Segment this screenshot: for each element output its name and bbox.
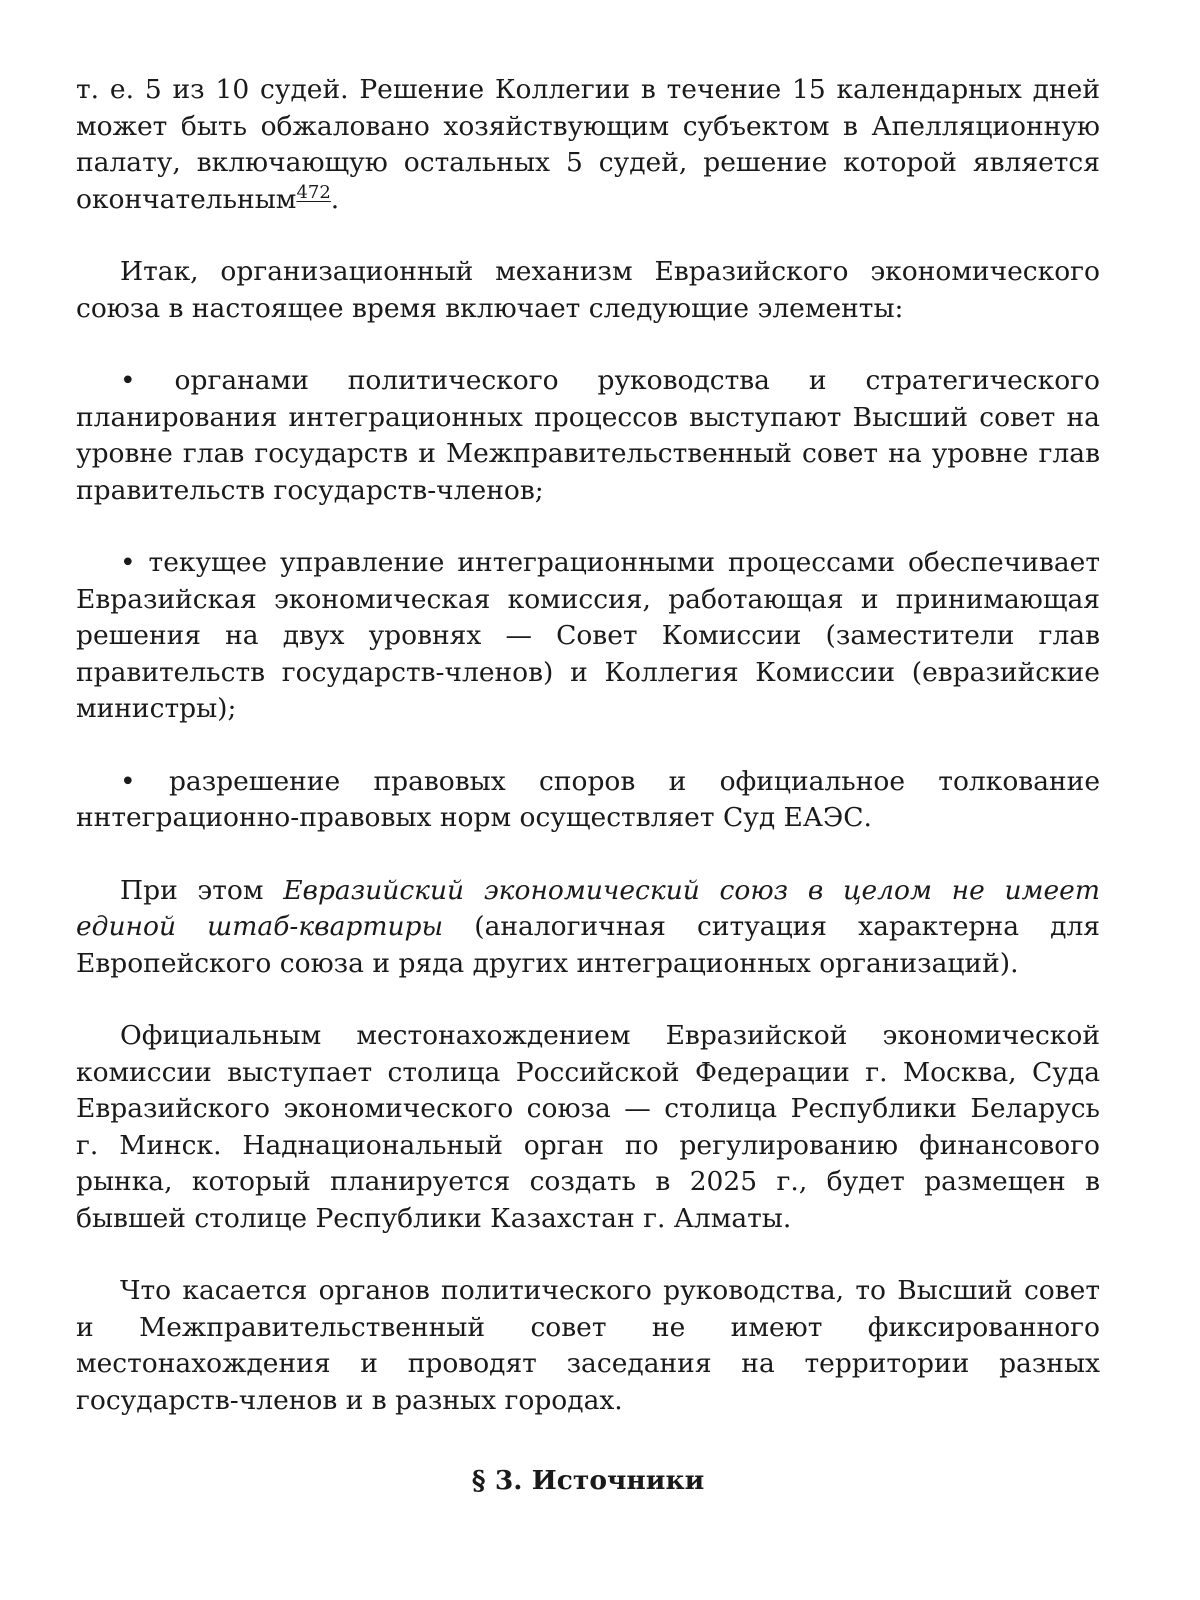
- document-page: [76, 72, 1100, 1536]
- bullet-item: • разрешение правовых споров и официальное толкование ннтеграционно-правовых норм осуществляет Суд ЕАЭС.: [76, 765, 1100, 833]
- bullet-item: • текущее управление интеграционными процессами обеспечивает Евразийская экономическая комиссия, работающая и принимающая решения на двух уровнях — Совет Комиссии (заместители глав правительств государств-членов) и Коллегия Комиссии (евразийские министры);: [76, 547, 1100, 724]
- paragraph-political-bodies: Что касается органов политического руководства, то Высший совет и Межправительственный совет не имеют фиксированного местонахождения и проводят заседания на территории разных государств-членов и в разных городах.: [76, 1275, 1100, 1416]
- paragraph-intro: Итак, организационный механизм Евразийского экономического союза в настоящее время включает следующие элементы:: [76, 256, 1100, 324]
- footnote-reference-link[interactable]: 472: [296, 181, 331, 203]
- bullet-item: • органами политического руководства и стратегического планирования интеграционных процессов выступают Высший совет на уровне глав государств и Межправительственный совет на уровне глав правительств государств-членов;: [76, 365, 1100, 506]
- paragraph-locations: Официальным местонахождением Евразийской экономической комиссии выступает столица Российской Федерации г. Москва, Суда Евразийского экономического союза — столица Республики Беларусь г. Минск. Наднациональный орган по регулированию финансового рынка, который планируется создать в 2025 г., будет размещен в бывшей столице Республики Казахстан г. Алматы.: [76, 1020, 1100, 1234]
- paragraph-headquarters: При этом Евразийский экономический союз в целом не имеет единой штаб-квартиры (аналогичная ситуация характерна для Европейского союза и ряда других интеграционных организаций).: [76, 874, 1101, 979]
- section-heading: § 3. Источники: [471, 1465, 705, 1496]
- paragraph-continuation: т. е. 5 из 10 судей. Решение Коллегии в течение 15 календарных дней может быть обжаловано хозяйствующим субъектом в Апелляционную палату, включающую остальных 5 судей, решение которой является окончательным$^{472}$.: [76, 74, 1100, 215]
- emphasis-text: Евразийский экономический союз в целом не имеет единой штаб-квартиры: [76, 874, 1100, 942]
